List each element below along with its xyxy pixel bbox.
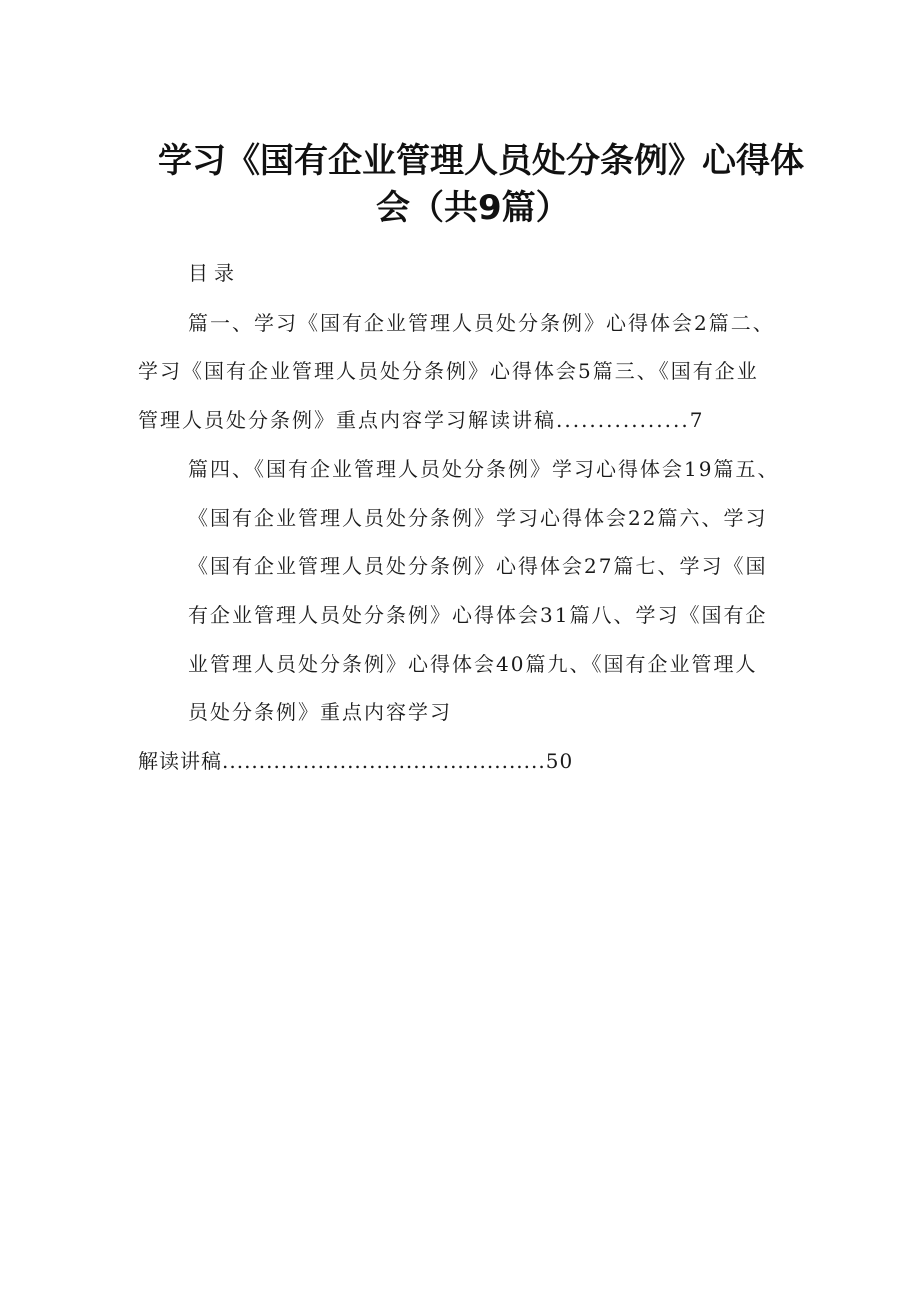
toc-line: 《国有企业管理人员处分条例》学习心得体会22篇六、学习 [188, 506, 768, 530]
toc-heading: 目录 [188, 261, 240, 285]
toc-line: 篇四、《国有企业管理人员处分条例》学习心得体会19篇五、 [188, 457, 780, 481]
document-title-line-1: 学习《国有企业管理人员处分条例》心得体 [158, 141, 804, 181]
toc-line: 学习《国有企业管理人员处分条例》心得体会5篇三、《国有企业 [138, 359, 759, 383]
toc-line: 解读讲稿............................................50 [138, 749, 574, 773]
toc-line: 《国有企业管理人员处分条例》心得体会27篇七、学习《国 [188, 554, 768, 578]
toc-line: 业管理人员处分条例》心得体会40篇九、《国有企业管理人 [188, 652, 758, 676]
toc-line: 篇一、学习《国有企业管理人员处分条例》心得体会2篇二、 [188, 311, 775, 335]
toc-line: 有企业管理人员处分条例》心得体会31篇八、学习《国有企 [188, 603, 768, 627]
document-title-line-2: 会（共9篇） [376, 188, 570, 228]
toc-line: 员处分条例》重点内容学习 [188, 700, 452, 724]
toc-line: 管理人员处分条例》重点内容学习解读讲稿................7 [138, 408, 705, 432]
